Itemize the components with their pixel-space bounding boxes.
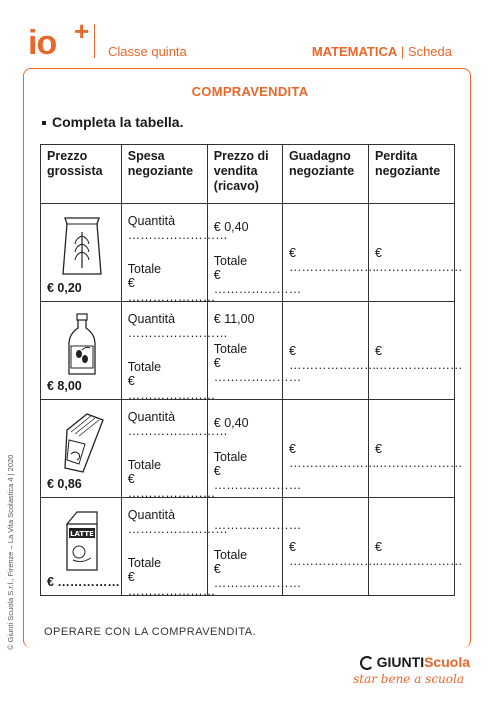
loss-blank[interactable]: € ………………… [374,540,463,568]
header-divider [94,24,95,58]
logo-text: io [28,24,57,62]
milk-carton-icon [57,508,107,574]
sale-total-blank[interactable]: € ………………… [213,464,302,492]
sale-price-cell [207,400,302,498]
total-label: Totale [127,262,162,276]
shop-cost-cell [121,302,228,402]
loss-cell [368,204,463,302]
class-label: Classe quinta [108,44,187,59]
flour-bag-icon [57,214,107,278]
gain-blank[interactable]: € ………………… [288,540,377,568]
quantity-label: Quantità [127,312,176,326]
footer-caption: OPERARE CON LA COMPRAVENDITA. [44,626,257,638]
quantity-blank[interactable]: …………………… [127,522,228,536]
total-label: Totale [127,458,162,472]
header-sale-price: Prezzo di vendita (ricavo) [207,145,282,204]
pasta-pack-icon [57,410,109,476]
gain-blank[interactable]: € ………………… [288,246,377,274]
exercise-table [40,144,463,598]
gain-cell [282,400,377,498]
gain-blank[interactable]: € ………………… [288,344,377,372]
copyright-side-text: © Giunti Scuola S.r.l., Firenze – La Vita Scolastica 4 | 2020 [6,454,15,650]
svg-text:LATTE: LATTE [70,530,94,538]
subject-name: MATEMATICA [311,44,398,59]
loss-cell [368,498,463,596]
brand-suffix: Scuola [424,654,470,670]
sale-total-blank[interactable]: € ………………… [213,268,302,296]
total-label: Totale [127,360,162,374]
sale-price-cell [207,302,302,400]
wholesale-price: € 0,86 [47,477,82,491]
instruction [42,114,183,130]
sale-total-blank[interactable]: € ………………… [213,562,302,590]
sale-price-value: € 0,40 [213,416,249,430]
total-blank[interactable]: € ………………… [127,276,216,304]
table-row [41,204,455,302]
quantity-label: Quantità [127,508,176,522]
giunti-brand [360,654,470,670]
sale-total-label: Totale [213,548,248,562]
wholesale-cell [41,498,122,596]
table-row [41,400,455,498]
sale-total-blank[interactable]: € ………………… [213,356,302,384]
total-label: Totale [127,556,162,570]
brand-name: GIUNTI [376,654,425,670]
wholesale-price[interactable]: € …………… [47,575,120,589]
total-blank[interactable]: € ………………… [127,374,216,402]
loss-blank[interactable]: € ………………… [374,246,463,274]
wholesale-cell [41,204,122,302]
quantity-blank[interactable]: …………………… [127,228,228,242]
sale-price-cell [207,204,302,302]
sale-price-value: € 0,40 [213,220,249,234]
logo-plus: + [74,16,90,46]
oil-bottle-icon [57,312,107,378]
subject-separator: | [400,44,405,59]
wholesale-price: € 8,00 [47,379,82,393]
loss-blank[interactable]: € ………………… [374,344,463,372]
wholesale-cell [41,400,122,498]
wholesale-cell [41,302,122,400]
instruction-text: Completa la tabella. [52,114,184,130]
wholesale-price: € 0,20 [47,281,82,295]
header-shop-cost: Spesa negoziante [121,145,207,204]
io-plus-logo [28,16,90,62]
sale-total-label: Totale [213,342,248,356]
sale-total-label: Totale [213,254,248,268]
table-row [41,302,455,400]
table-row [41,498,455,596]
sale-price-blank[interactable]: ………………… [213,518,302,532]
loss-cell [368,302,463,400]
loss-cell [368,400,463,498]
table-header-row [41,145,455,204]
gain-cell [282,498,377,596]
subject-label [312,44,452,59]
gain-blank[interactable]: € ………………… [288,442,377,470]
total-blank[interactable]: € ………………… [127,472,216,500]
sale-price-cell [207,498,302,596]
quantity-label: Quantità [127,214,176,228]
shop-cost-cell [121,204,228,304]
quantity-label: Quantità [127,410,176,424]
page-title: COMPRAVENDITA [191,84,309,99]
header-loss: Perdita negoziante [368,145,454,204]
sale-total-label: Totale [213,450,248,464]
brand-tagline: star bene a scuola [353,672,464,686]
bullet-icon [42,121,46,125]
section-name: Scheda [407,44,452,59]
gain-cell [282,204,377,302]
giunti-logo-icon [360,656,374,670]
total-blank[interactable]: € ………………… [127,570,216,598]
sale-price-value: € 11,00 [213,312,255,326]
header-wholesale-price: Prezzo grossista [41,145,122,204]
loss-blank[interactable]: € ………………… [374,442,463,470]
shop-cost-cell [121,498,228,598]
header-gain: Guadagno negoziante [282,145,368,204]
shop-cost-cell [121,400,228,500]
quantity-blank[interactable]: …………………… [127,424,228,438]
gain-cell [282,302,377,400]
quantity-blank[interactable]: …………………… [127,326,228,340]
